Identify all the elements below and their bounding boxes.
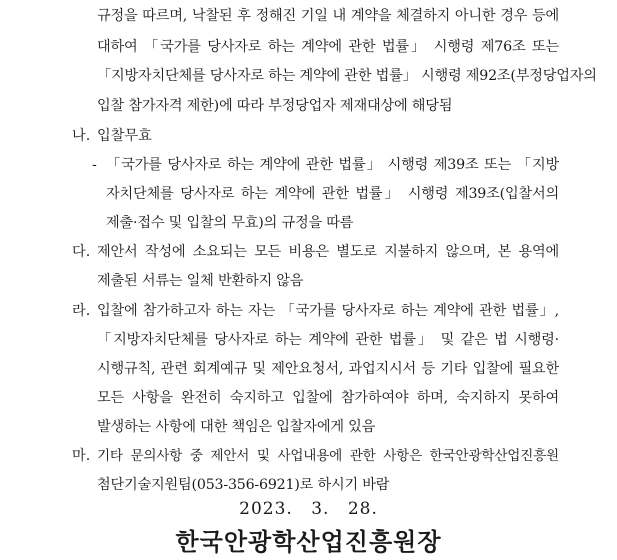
item-marker-na: 나. <box>72 128 91 144</box>
body-line: 입찰 참가자격 제한)에 따라 부정당업자 제재대상에 해당됨 <box>97 98 453 114</box>
body-line: 대하여 「국가를 당사자로 하는 계약에 관한 법률」 시행령 제76조 또는 <box>97 39 559 55</box>
body-line: 제안서 작성에 소요되는 모든 비용은 별도로 지불하지 않으며, 본 용역에 <box>97 244 559 260</box>
body-line: 「지방자치단체를 당사자로 하는 계약에 관한 법률」 시행령 제92조(부정당업자의 <box>97 68 597 84</box>
body-line: 제출된 서류는 일체 반환하지 않음 <box>97 273 304 289</box>
body-line: 모든 사항을 완전히 숙지하고 입찰에 참가하여야 하며, 숙지하지 못하여 <box>97 390 559 406</box>
item-marker-ra: 라. <box>72 303 91 319</box>
item-marker-da: 다. <box>72 244 91 260</box>
body-line: 규정을 따르며, 낙찰된 후 정해진 기일 내 계약을 체결하지 아니한 경우 등에 <box>97 8 559 24</box>
body-line: 첨단기술지원팀(053-356-6921)로 하시기 바람 <box>97 477 390 493</box>
document-date: 2023. 3. 28. <box>239 499 378 519</box>
item-title: 입찰무효 <box>97 128 152 144</box>
body-line: 「지방자치단체를 당사자로 하는 계약에 관한 법률」 및 같은 법 시행령· <box>97 332 559 348</box>
body-line: 제출·접수 및 입찰의 무효)의 규정을 따름 <box>106 215 354 231</box>
body-line: 시행규칙, 관련 회계예규 및 제안요청서, 과업지시서 등 기타 입찰에 필요한 <box>97 361 559 377</box>
organization-signature: 한국안광학산업진흥원장 <box>175 527 442 556</box>
dash-marker: - <box>92 157 97 173</box>
body-line: 발생하는 사항에 대한 책임은 입찰자에게 있음 <box>97 419 376 435</box>
body-line: 「국가를 당사자로 하는 계약에 관한 법률」 시행령 제39조 또는 「지방 <box>106 157 559 173</box>
body-line: 기타 문의사항 중 제안서 및 사업내용에 관한 사항은 한국안광학산업진흥원 <box>97 448 559 464</box>
item-marker-ma: 마. <box>72 448 91 464</box>
body-line: 입찰에 참가하고자 하는 자는 「국가를 당사자로 하는 계약에 관한 법률」, <box>97 303 559 319</box>
body-line: 자치단체를 당사자로 하는 계약에 관한 법률」 시행령 제39조(입찰서의 <box>106 186 559 202</box>
